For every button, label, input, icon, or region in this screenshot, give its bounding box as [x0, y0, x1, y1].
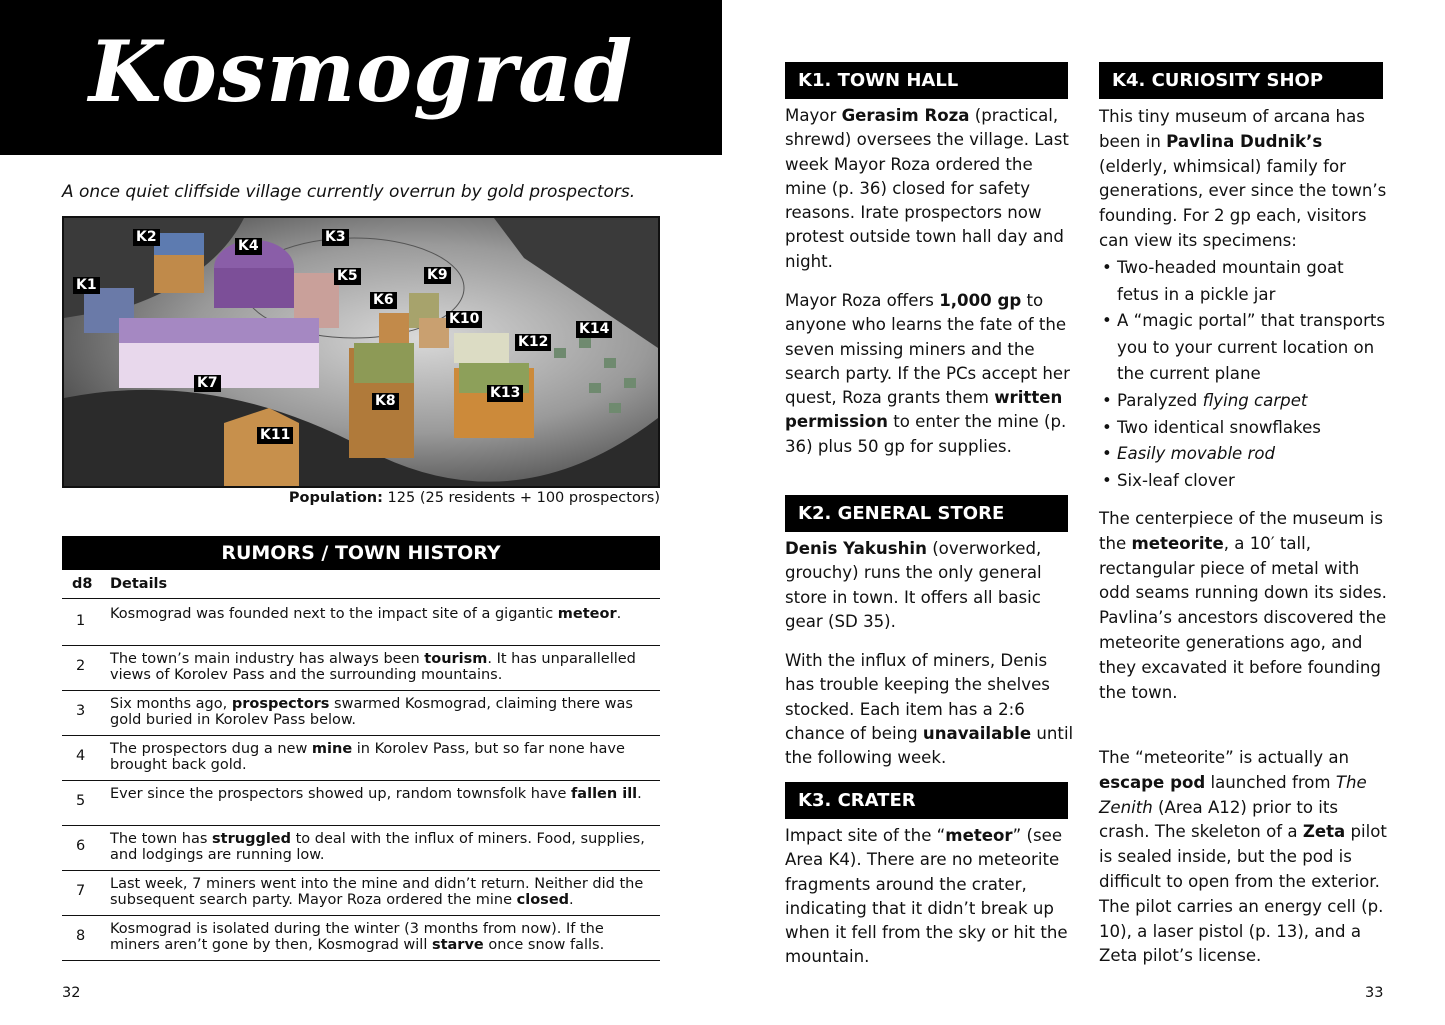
row-details: Ever since the prospectors showed up, random townsfolk have fallen ill.	[110, 786, 642, 802]
k4-specimen-list	[1099, 255, 1389, 494]
map-label-k1: K1	[73, 277, 100, 294]
row-details: The town’s main industry has always been tourism. It has unparallelled views of Korolev Pass and the surrounding mountains.	[110, 651, 636, 683]
list-item: • Six-leaf clover	[1102, 470, 1235, 490]
k3-heading: K3. CRATER	[785, 782, 1068, 819]
row-details: Last week, 7 miners went into the mine and didn’t return. Neither did the subsequent search party. Mayor Roza ordered the mine closed.	[110, 876, 644, 908]
k3-paragraph-1: Impact site of the “meteor” (see Area K4). There are no meteorite fragments around the crater, indicating that it didn’t break up when it fell from the sky or hit the mountain.	[785, 826, 1068, 967]
row-number: 3	[76, 703, 86, 719]
map-label-k11: K11	[257, 427, 293, 444]
table-row	[62, 735, 660, 781]
map-illustration	[64, 218, 658, 486]
population-label: Population:	[288, 490, 383, 506]
k2-paragraph-1: Denis Yakushin (overworked, grouchy) runs the only general store in town. It offers all basic gear (SD 35).	[785, 539, 1042, 631]
row-details: The prospectors dug a new mine in Korolev Pass, but so far none have brought back gold.	[110, 741, 625, 773]
population-line	[62, 490, 660, 506]
row-details: The town has struggled to deal with the influx of miners. Food, supplies, and lodgings are running low.	[110, 831, 645, 863]
row-number: 4	[76, 748, 86, 764]
table-row	[62, 870, 660, 916]
list-item: • Two-headed mountain goat fetus in a pickle jar	[1102, 258, 1344, 304]
row-number: 1	[76, 613, 86, 629]
rumors-column-headers	[62, 576, 660, 599]
table-row	[62, 915, 660, 961]
row-number: 2	[76, 658, 86, 674]
population-value: 125 (25 residents + 100 prospectors)	[387, 490, 660, 506]
row-details: Kosmograd was founded next to the impact site of a gigantic meteor.	[110, 606, 622, 622]
map-label-k14: K14	[576, 321, 612, 338]
list-item: • A “magic portal” that transports you to your current location on the current plane	[1102, 311, 1386, 384]
table-row	[62, 600, 660, 646]
map-label-k8: K8	[372, 393, 399, 410]
map-label-k5: K5	[334, 268, 361, 285]
k4-heading: K4. CURIOSITY SHOP	[1099, 62, 1383, 99]
k4-paragraph-3: The “meteorite” is actually an escape pod launched from The Zenith (Area A12) prior to its crash. The skeleton of a Zeta pilot is sealed inside, but the pod is difficult to open from the exterior. The pilot carries an energy cell (p. 10), a laser pistol (p. 13), and a Zeta pilot’s license.	[1099, 748, 1387, 966]
row-number: 6	[76, 838, 86, 854]
map-label-k13: K13	[487, 385, 523, 402]
rumors-header: RUMORS / TOWN HISTORY	[62, 536, 660, 570]
row-details: Kosmograd is isolated during the winter (3 months from now). If the miners aren’t gone by then, Kosmograd will starve once snow falls.	[110, 921, 605, 953]
row-number: 8	[76, 928, 86, 944]
k4-paragraph-1: This tiny museum of arcana has been in Pavlina Dudnik’s (elderly, whimsical) family for generations, ever since the town’s founding. For 2 gp each, visitors can view its specimens:	[1099, 107, 1387, 250]
row-number: 7	[76, 883, 86, 899]
map-label-k9: K9	[424, 267, 451, 284]
table-row	[62, 825, 660, 871]
page-number-left: 32	[62, 985, 81, 1001]
list-item: • Easily movable rod	[1102, 444, 1276, 464]
map-label-k2: K2	[133, 229, 160, 246]
tagline: A once quiet cliffside village currently overrun by gold prospectors.	[62, 182, 636, 202]
page-number-right: 33	[1365, 985, 1384, 1001]
k2-heading: K2. GENERAL STORE	[785, 495, 1068, 532]
k4-paragraph-2: The centerpiece of the museum is the meteorite, a 10′ tall, rectangular piece of metal with odd seams running down its sides. Pavlina’s ancestors discovered the meteorite generations ago, and they excavated it before founding the town.	[1099, 509, 1387, 702]
table-row	[62, 690, 660, 736]
row-number: 5	[76, 793, 86, 809]
map-label-k4: K4	[235, 238, 262, 255]
map-label-k6: K6	[370, 292, 397, 309]
page-title: Kosmograd	[88, 22, 634, 121]
table-row	[62, 780, 660, 826]
list-item: • Two identical snowflakes	[1102, 417, 1321, 437]
table-row	[62, 645, 660, 691]
col-details: Details	[110, 576, 168, 592]
title-banner	[0, 0, 722, 155]
k1-paragraph-1: Mayor Gerasim Roza (practical, shrewd) oversees the village. Last week Mayor Roza ordered the mine (p. 36) closed for safety reasons. Irate prospectors now protest outside town hall day and night.	[785, 106, 1069, 271]
map-label-k10: K10	[446, 311, 482, 328]
map-label-k12: K12	[515, 334, 551, 351]
k1-heading: K1. TOWN HALL	[785, 62, 1068, 99]
map-label-k3: K3	[322, 229, 349, 246]
row-details: Six months ago, prospectors swarmed Kosmograd, claiming there was gold buried in Korolev Pass below.	[110, 696, 633, 728]
k2-paragraph-2: With the influx of miners, Denis has trouble keeping the shelves stocked. Each item has a 2:6 chance of being unavailable until the following week.	[785, 651, 1074, 768]
village-map	[62, 216, 660, 488]
list-item: • Paralyzed flying carpet	[1102, 390, 1308, 410]
k1-paragraph-2: Mayor Roza offers 1,000 gp to anyone who learns the fate of the seven missing miners and the search party. If the PCs accept her quest, Roza grants them written permission to enter the mine (p. 36) plus 50 gp for supplies.	[785, 291, 1070, 456]
map-label-k7: K7	[194, 375, 221, 392]
col-die: d8	[72, 576, 93, 592]
